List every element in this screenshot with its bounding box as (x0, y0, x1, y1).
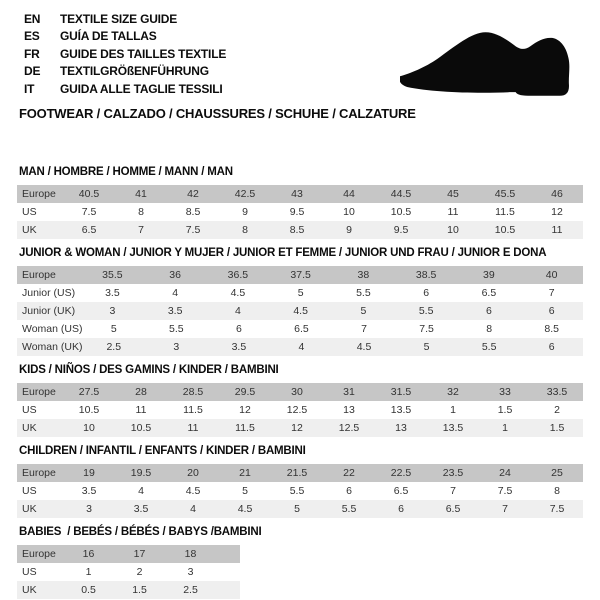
region-label: Europe (22, 467, 56, 479)
size-value-cell: 4 (172, 287, 179, 299)
region-label: US (22, 404, 37, 416)
size-value-cell: 2 (554, 404, 560, 416)
section-title: CHILDREN / INFANTIL / ENFANTS / KINDER / BAMBINI (19, 445, 306, 457)
size-value-cell: 2 (136, 566, 143, 578)
size-value-cell: 6.5 (294, 323, 309, 335)
size-value-cell: 31 (343, 386, 355, 398)
size-value-cell: 4 (190, 503, 196, 515)
size-row-europe-header (17, 545, 240, 563)
size-value-cell: 6 (548, 341, 555, 353)
size-value-cell: 21 (239, 467, 251, 479)
size-value-cell: 4.5 (230, 287, 246, 299)
size-value-cell: 3 (86, 503, 92, 515)
size-value-cell: 8 (554, 485, 560, 497)
size-value-cell: 0.5 (81, 584, 96, 596)
size-value-cell: 7 (548, 287, 555, 299)
language-code: DE (24, 64, 41, 79)
section-title: JUNIOR & WOMAN / JUNIOR Y MUJER / JUNIOR ET FEMME / JUNIOR UND FRAU / JUNIOR E DONA (19, 247, 547, 259)
size-value-cell: 9 (242, 206, 248, 218)
size-value-cell: 6.5 (81, 224, 97, 236)
language-list (24, 11, 226, 98)
language-code: FR (24, 46, 40, 61)
size-value-cell: 7 (361, 323, 367, 335)
size-value-cell: 42 (187, 188, 199, 200)
size-value-cell: 30 (291, 386, 303, 398)
region-label: US (22, 485, 37, 497)
language-row (24, 28, 226, 45)
size-value-cell: 6.5 (445, 503, 461, 515)
size-value-cell: 31.5 (390, 386, 412, 398)
size-value-cell: 43 (291, 188, 303, 200)
size-value-cell: 18 (184, 548, 197, 560)
size-table (17, 464, 583, 518)
size-value-cell: 13 (343, 404, 355, 416)
size-value-cell: 10.5 (390, 206, 412, 218)
size-value-cell: 25 (551, 467, 563, 479)
size-table (17, 545, 240, 599)
size-value-cell: 46 (551, 188, 563, 200)
size-value-cell: 12 (291, 422, 303, 434)
region-label: UK (22, 503, 37, 515)
size-row (17, 482, 583, 500)
size-value-cell: 12.5 (338, 422, 360, 434)
size-table (17, 383, 583, 437)
size-row (17, 203, 583, 221)
size-row (17, 338, 583, 356)
size-value-cell: 13 (395, 422, 407, 434)
size-row-europe-header (17, 383, 583, 401)
size-value-cell: 6 (485, 305, 492, 317)
size-value-cell: 4 (234, 305, 241, 317)
size-value-cell: 38.5 (415, 269, 437, 281)
size-value-cell: 19 (83, 467, 95, 479)
size-value-cell: 45.5 (494, 188, 516, 200)
size-value-cell: 8.5 (289, 224, 305, 236)
size-value-cell: 9.5 (289, 206, 305, 218)
size-value-cell: 12.5 (286, 404, 308, 416)
size-value-cell: 6 (398, 503, 404, 515)
size-value-cell: 8 (138, 206, 144, 218)
size-value-cell: 2.5 (106, 341, 122, 353)
size-value-cell: 33 (499, 386, 511, 398)
size-value-cell: 8.5 (544, 323, 559, 335)
language-code: EN (24, 12, 41, 26)
size-value-cell: 44 (343, 188, 355, 200)
size-value-cell: 17 (133, 548, 146, 560)
size-row (17, 302, 583, 320)
size-value-cell: 5 (242, 485, 248, 497)
size-value-cell: 6 (235, 323, 242, 335)
size-value-cell: 3.5 (81, 485, 97, 497)
size-value-cell: 24 (499, 467, 511, 479)
size-row (17, 284, 583, 302)
size-value-cell: 28.5 (182, 386, 204, 398)
size-value-cell: 4.5 (185, 485, 201, 497)
size-value-cell: 3.5 (133, 503, 149, 515)
language-row (24, 81, 226, 98)
size-value-cell: 38 (357, 269, 370, 281)
size-section (17, 166, 583, 239)
size-value-cell: 10.5 (78, 404, 100, 416)
size-section (17, 445, 583, 518)
region-label: Europe (22, 548, 56, 560)
size-value-cell: 5.5 (169, 323, 184, 335)
size-value-cell: 1 (85, 566, 92, 578)
region-label: US (22, 206, 37, 218)
language-label: GUÍA DE TALLAS (60, 29, 157, 44)
language-code: ES (24, 29, 40, 44)
size-value-cell: 4 (138, 485, 144, 497)
size-value-cell: 7 (450, 485, 456, 497)
size-value-cell: 10 (343, 206, 355, 218)
size-value-cell: 5 (294, 503, 300, 515)
region-label: Europe (22, 269, 56, 281)
size-row (17, 401, 583, 419)
size-value-cell: 6 (423, 287, 430, 299)
size-value-cell: 7.5 (549, 503, 565, 515)
region-label: Woman (US) (22, 323, 83, 335)
region-label: Europe (22, 188, 56, 200)
size-table (17, 266, 583, 356)
size-value-cell: 5.5 (341, 503, 357, 515)
size-value-cell: 7.5 (419, 323, 434, 335)
size-value-cell: 11.5 (495, 206, 515, 218)
size-value-cell: 6.5 (481, 287, 497, 299)
size-value-cell: 10 (447, 224, 459, 236)
size-value-cell: 8.5 (185, 206, 201, 218)
size-value-cell: 29.5 (234, 386, 256, 398)
size-value-cell: 5.5 (418, 305, 434, 317)
size-value-cell: 9 (346, 224, 352, 236)
size-value-cell: 1 (450, 404, 456, 416)
size-value-cell: 12 (239, 404, 251, 416)
size-value-cell: 7.5 (81, 206, 97, 218)
size-value-cell: 1.5 (497, 404, 513, 416)
size-value-cell: 1 (502, 422, 508, 434)
language-label: TEXTILGRÖßENFÜHRUNG (60, 64, 209, 79)
size-value-cell: 40.5 (78, 188, 100, 200)
size-row-europe-header (17, 266, 583, 284)
language-row (24, 63, 226, 80)
region-label: UK (22, 584, 37, 596)
size-value-cell: 11 (135, 404, 147, 416)
size-value-cell: 22.5 (390, 467, 412, 479)
region-label: Junior (US) (22, 287, 76, 299)
language-label: GUIDA ALLE TAGLIE TESSILI (60, 81, 223, 96)
size-value-cell: 4.5 (356, 341, 372, 353)
size-value-cell: 7.5 (185, 224, 201, 236)
size-value-cell: 6 (346, 485, 352, 497)
size-value-cell: 5.5 (356, 287, 371, 299)
size-row-europe-header (17, 185, 583, 203)
category-heading: FOOTWEAR / CALZADO / CHAUSSURES / SCHUHE / CALZATURE (19, 106, 416, 121)
size-value-cell: 20 (187, 467, 199, 479)
size-value-cell: 5 (297, 287, 304, 299)
size-value-cell: 3.5 (167, 305, 183, 317)
size-value-cell: 45 (447, 188, 459, 200)
section-title: MAN / HOMBRE / HOMME / MANN / MAN (19, 166, 233, 178)
size-value-cell: 4.5 (293, 305, 308, 317)
region-label: US (22, 566, 37, 578)
size-value-cell: 1.5 (132, 584, 147, 596)
size-value-cell: 5.5 (481, 341, 497, 353)
size-value-cell: 11.5 (183, 404, 203, 416)
size-value-cell: 5 (110, 323, 117, 335)
size-section (17, 247, 583, 356)
size-value-cell: 22 (343, 467, 355, 479)
region-label: UK (22, 422, 37, 434)
size-value-cell: 1.5 (549, 422, 565, 434)
size-value-cell: 11 (551, 224, 563, 236)
size-row (17, 581, 240, 599)
size-value-cell: 12 (551, 206, 563, 218)
region-label: Junior (UK) (22, 305, 76, 317)
language-label: GUIDE DES TAILLES TEXTILE (60, 46, 227, 61)
size-value-cell: 11 (447, 206, 459, 218)
size-value-cell: 16 (82, 548, 95, 560)
size-value-cell: 13.5 (442, 422, 464, 434)
size-value-cell: 11.5 (235, 422, 255, 434)
size-value-cell: 7 (502, 503, 508, 515)
size-value-cell: 36 (169, 269, 181, 281)
size-value-cell: 6.5 (393, 485, 409, 497)
size-table (17, 185, 583, 239)
size-value-cell: 35.5 (102, 269, 123, 281)
size-value-cell: 42.5 (234, 188, 256, 200)
size-value-cell: 10.5 (494, 224, 516, 236)
size-value-cell: 32 (447, 386, 459, 398)
size-row (17, 563, 240, 581)
size-sections (17, 166, 583, 600)
size-value-cell: 6 (548, 305, 555, 317)
size-value-cell: 3 (109, 305, 116, 317)
size-value-cell: 36.5 (227, 269, 249, 281)
size-value-cell: 11 (187, 422, 199, 434)
region-label: Europe (22, 386, 56, 398)
size-value-cell: 10 (83, 422, 95, 434)
region-label: Woman (UK) (22, 341, 83, 353)
size-value-cell: 4.5 (237, 503, 253, 515)
size-value-cell: 33.5 (546, 386, 568, 398)
size-value-cell: 23.5 (442, 467, 464, 479)
size-value-cell: 3.5 (105, 287, 120, 299)
size-value-cell: 9.5 (393, 224, 409, 236)
size-value-cell: 41 (135, 188, 147, 200)
size-value-cell: 8 (242, 224, 248, 236)
size-value-cell: 3.5 (231, 341, 247, 353)
size-row-europe-header (17, 464, 583, 482)
size-section (17, 526, 583, 599)
size-value-cell: 27.5 (78, 386, 100, 398)
size-value-cell: 44.5 (390, 188, 412, 200)
size-value-cell: 10.5 (130, 422, 152, 434)
size-value-cell: 5 (360, 305, 367, 317)
language-row (24, 11, 226, 28)
dress-shoe-icon (400, 31, 572, 96)
size-value-cell: 8 (486, 323, 493, 335)
size-value-cell: 7 (138, 224, 144, 236)
size-value-cell: 13.5 (390, 404, 412, 416)
size-value-cell: 7.5 (497, 485, 513, 497)
size-value-cell: 4 (298, 341, 305, 353)
size-value-cell: 3 (173, 341, 180, 353)
size-section (17, 364, 583, 437)
section-title: KIDS / NIÑOS / DES GAMINS / KINDER / BAMBINI (19, 364, 279, 376)
size-row (17, 320, 583, 338)
size-value-cell: 3 (187, 566, 194, 578)
size-row (17, 221, 583, 239)
size-value-cell: 28 (135, 386, 147, 398)
size-value-cell: 5 (423, 341, 430, 353)
size-value-cell: 2.5 (183, 584, 198, 596)
size-row (17, 419, 583, 437)
size-value-cell: 40 (545, 269, 558, 281)
size-value-cell: 37.5 (290, 269, 311, 281)
size-row (17, 500, 583, 518)
size-value-cell: 19.5 (130, 467, 152, 479)
language-row (24, 46, 226, 63)
size-value-cell: 39 (483, 269, 495, 281)
region-label: UK (22, 224, 37, 236)
section-title: BABIES / BEBÉS / BÉBÉS / BABYS /BAMBINI (19, 526, 262, 538)
size-value-cell: 5.5 (289, 485, 305, 497)
language-label: TEXTILE SIZE GUIDE (60, 12, 178, 26)
size-value-cell: 21.5 (286, 467, 308, 479)
language-code: IT (24, 81, 35, 96)
